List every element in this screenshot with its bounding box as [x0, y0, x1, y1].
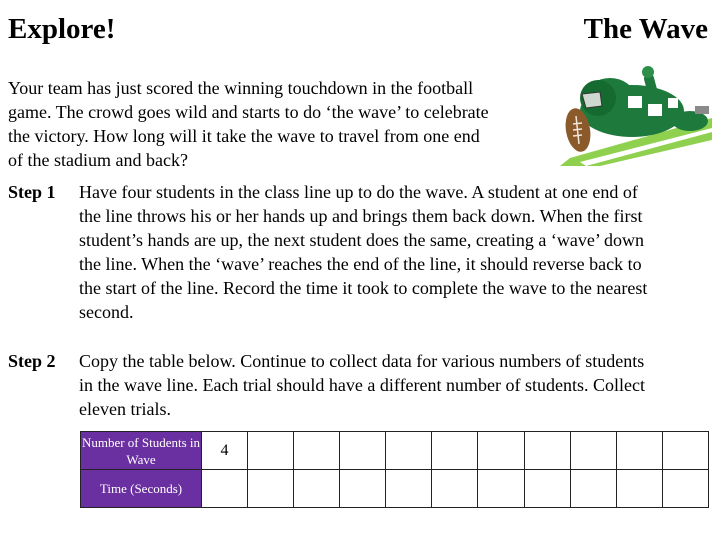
table-cell	[248, 470, 294, 508]
step-label: Step 2	[8, 351, 56, 371]
step-line: student’s hands are up, the next student does the same, creating a ‘wave’ down	[79, 230, 644, 250]
football-player-touchdown-icon	[540, 66, 712, 166]
intro-line: of the stadium and back?	[8, 150, 188, 170]
table-cell	[662, 432, 708, 470]
table-cell	[294, 432, 340, 470]
table-cell	[432, 470, 478, 508]
step-line: the line throws his or her hands up and brings them back down. When the first	[79, 206, 643, 226]
intro-paragraph	[8, 76, 553, 172]
intro-line: game. The crowd goes wild and starts to do ‘the wave’ to celebrate	[8, 102, 489, 122]
step-label: Step 1	[8, 182, 56, 202]
table-cell	[432, 432, 478, 470]
table-cell	[340, 470, 386, 508]
row-header-students: Number of Students in Wave	[81, 432, 202, 470]
activity-title: The Wave	[583, 13, 708, 45]
intro-line: Your team has just scored the winning touchdown in the football	[8, 78, 474, 98]
row-header-time: Time (Seconds)	[81, 470, 202, 508]
table-cell	[478, 432, 524, 470]
table-cell	[478, 470, 524, 508]
intro-line: the victory. How long will it take the wave to travel from one end	[8, 126, 480, 146]
table-cell	[386, 470, 432, 508]
table-cell	[340, 432, 386, 470]
step-line: eleven trials.	[79, 399, 171, 419]
step-line: in the wave line. Each trial should have a different number of students. Collect	[79, 375, 645, 395]
step-line: the line. When the ‘wave’ reaches the end of the line, it should reverse back to	[79, 254, 642, 274]
table-cell	[616, 432, 662, 470]
table-row	[81, 470, 709, 508]
table-cell	[524, 470, 570, 508]
step-text	[79, 180, 647, 324]
table-cell	[294, 470, 340, 508]
table-cell	[386, 432, 432, 470]
table-cell	[570, 432, 616, 470]
page-title: Explore!	[8, 13, 116, 45]
table-cell	[616, 470, 662, 508]
table-cell: 4	[202, 432, 248, 470]
table-cell	[524, 432, 570, 470]
table-cell	[202, 470, 248, 508]
table-cell	[662, 470, 708, 508]
step-line: Have four students in the class line up to do the wave. A student at one end of	[79, 182, 638, 202]
table-cell	[570, 470, 616, 508]
step-line: the start of the line. Record the time it took to complete the wave to the nearest	[79, 278, 648, 298]
step-text	[79, 349, 645, 421]
data-table	[80, 431, 709, 508]
table-cell	[248, 432, 294, 470]
step-line: second.	[79, 302, 134, 322]
table-row	[81, 432, 709, 470]
step-line: Copy the table below. Continue to collect data for various numbers of students	[79, 351, 645, 371]
